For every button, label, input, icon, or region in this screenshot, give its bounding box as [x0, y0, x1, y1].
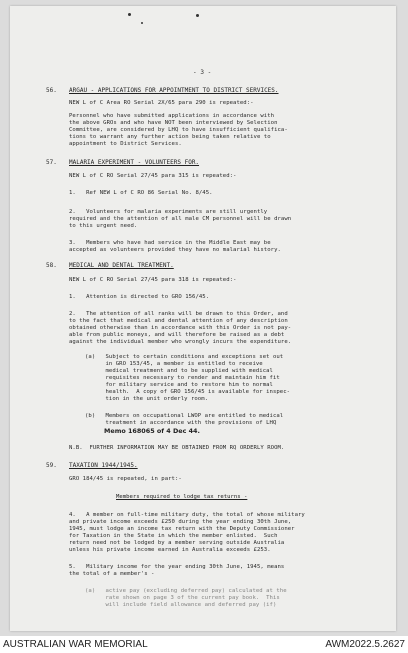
page-number: - 3 - — [193, 69, 212, 76]
body-line: to the fact that medical and dental attention of any description — [69, 318, 288, 324]
staple-mark — [128, 13, 131, 16]
archive-footer — [0, 636, 408, 653]
note-line: N.B. FURTHER INFORMATION MAY BE OBTAINED FROM RQ ORDERLY ROOM. — [69, 445, 285, 451]
body-line: return need not be lodged by a member serving outside Australia — [69, 540, 285, 546]
body-line: 1945, must lodge an income tax return with the Deputy Commissioner — [69, 526, 295, 532]
body-line: able from public moneys, and will therefore be raised as a debt — [69, 332, 285, 338]
document-page — [10, 6, 396, 631]
body-line: 1. Ref NEW L of C RO 86 Serial No. 8/45. — [69, 190, 213, 196]
staple-mark — [196, 14, 199, 17]
sub-line: rate shown on page 3 of the current pay book. This — [85, 595, 280, 601]
body-line: 5. Military income for the year ending 30th June, 1945, means — [69, 564, 285, 570]
body-line: to this urgent need. — [69, 223, 138, 229]
item-heading: MEDICAL AND DENTAL TREATMENT. — [69, 262, 174, 269]
reference-number: AWM2022.5.2627 — [325, 639, 405, 650]
sub-line: (a) active pay (excluding deferred pay) calculated at the — [85, 588, 287, 594]
body-line: 1. Attention is directed to GRO 156/45. — [69, 294, 210, 300]
body-line: Personnel who have submitted applications in accordance with — [69, 113, 275, 119]
body-line: and private income exceeds £250 during the year ending 30th June, — [69, 519, 292, 525]
body-line: required and the attention of all male CM personnel will be drawn — [69, 216, 292, 222]
sub-line: for military service and to restore him to normal — [85, 382, 273, 388]
body-line: Committee, are considered by LHQ to have insufficient qualifica- — [69, 127, 288, 133]
item-number: 57. — [46, 159, 57, 166]
sub-line: requisites necessary to render and maintain him fit — [85, 375, 280, 381]
body-line: 2. The attention of all ranks will be drawn to this Order, and — [69, 311, 288, 317]
item-ref: GRO 184/45 is repeated, in part:- — [69, 476, 182, 482]
item-heading: ARGAU - APPLICATIONS FOR APPOINTMENT TO DISTRICT SERVICES. — [69, 87, 279, 94]
sub-line: treatment in accordance with the provisions of LHQ — [85, 420, 277, 426]
sub-line: will include field allowance and deferred pay (if) — [85, 602, 277, 608]
sub-line: in GRO 153/45, a member is entitled to receive — [85, 361, 263, 367]
body-line: against the individual member who wrongly incurs the expenditure. — [69, 339, 292, 345]
body-line: for Taxation in the State in which the member enlisted. Such — [69, 533, 278, 539]
item-ref: NEW L of C RO Serial 27/45 para 315 is repeated:- — [69, 173, 237, 179]
sub-line: (a) Subject to certain conditions and exceptions set out — [85, 354, 284, 360]
item-number: 56. — [46, 87, 57, 94]
sub-line: health. A copy of GRO 156/45 is available for inspec- — [85, 389, 291, 395]
body-line: the total of a member's - — [69, 571, 155, 577]
body-line: 4. A member on full-time military duty, the total of whose military — [69, 512, 305, 518]
institution-label: AUSTRALIAN WAR MEMORIAL — [3, 639, 148, 650]
item-number: 59. — [46, 462, 57, 469]
sub-line: medical treatment and to be supplied with medical — [85, 368, 273, 374]
item-ref: NEW L of C Area RO Serial 2X/65 para 290 is repeated:- — [69, 100, 254, 106]
item-ref: NEW L of C RO Serial 27/45 para 318 is repeated:- — [69, 277, 237, 283]
body-line: the above GROs and who have NOT been interviewed by Selection — [69, 120, 278, 126]
body-line: 2. Volunteers for malaria experiments are still urgently — [69, 209, 268, 215]
body-line: obtained otherwise than in accordance with this Order is not pay- — [69, 325, 292, 331]
item-heading: TAXATION 1944/1945. — [69, 462, 138, 469]
body-line: unless his private income earned in Australia exceeds £253. — [69, 547, 271, 553]
sub-heading: Members required to lodge tax returns - — [116, 494, 248, 500]
handwritten-insert: Memo 168065 of 4 Dec 44. — [104, 427, 200, 435]
body-line: 3. Members who have had service in the Middle East may be — [69, 240, 271, 246]
item-number: 58. — [46, 262, 57, 269]
body-line: tions to warrant any further action being taken relative to — [69, 134, 271, 140]
sub-line: tion in the unit orderly room. — [85, 396, 209, 402]
item-heading: MALARIA EXPERIMENT - VOLUNTEERS FOR. — [69, 159, 200, 166]
body-line: accepted as volunteers provided they have no malarial history. — [69, 247, 281, 253]
sub-line: (b) Members on occupational LWOP are entitled to medical — [85, 413, 284, 419]
body-line: appointment to District Services. — [69, 141, 182, 147]
staple-mark — [141, 22, 143, 24]
